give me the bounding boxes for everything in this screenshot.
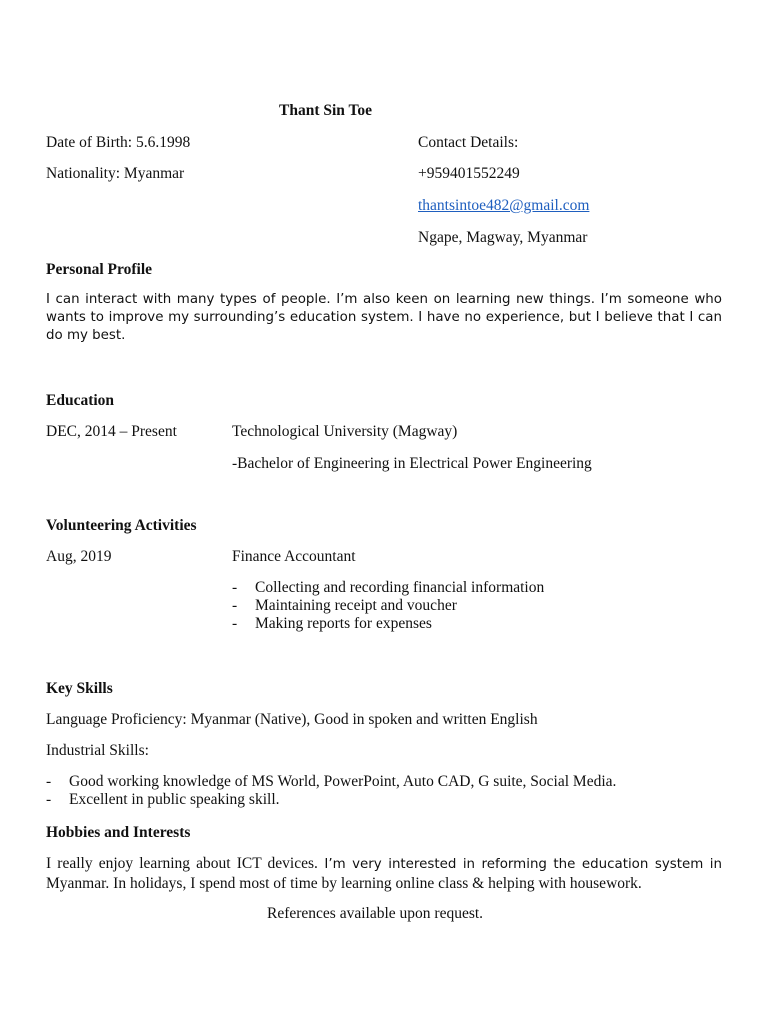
education-heading: Education [46, 392, 115, 409]
volunteering-date: Aug, 2019 [46, 548, 112, 565]
hobbies-text [46, 854, 722, 893]
hobbies-text-part: I really enjoy learning about ICT devices. [46, 855, 318, 872]
education-period: DEC, 2014 – Present [46, 423, 177, 440]
education-degree: -Bachelor of Engineering in Electrical Power Engineering [232, 455, 592, 472]
volunteering-bullet-item [232, 579, 544, 597]
contact-email-link[interactable]: thantsintoe482@gmail.com [418, 197, 590, 214]
personal-profile-heading: Personal Profile [46, 261, 153, 278]
bullet-text: Maintaining receipt and voucher [255, 597, 457, 614]
volunteering-bullet-item [232, 597, 457, 615]
bullet-marker: - [232, 579, 238, 596]
volunteering-role: Finance Accountant [232, 548, 356, 565]
contact-heading: Contact Details: [418, 134, 519, 151]
language-proficiency: Language Proficiency: Myanmar (Native), Good in spoken and written English [46, 711, 538, 728]
education-institution: Technological University (Magway) [232, 423, 458, 440]
hobbies-heading: Hobbies and Interests [46, 824, 191, 841]
bullet-marker: - [232, 615, 238, 632]
bullet-marker: - [46, 791, 52, 808]
key-skills-heading: Key Skills [46, 680, 113, 697]
industrial-skills-heading: Industrial Skills: [46, 742, 149, 759]
volunteering-heading: Volunteering Activities [46, 517, 197, 534]
bullet-text: Excellent in public speaking skill. [69, 791, 280, 808]
contact-address: Ngape, Magway, Myanmar [418, 229, 588, 246]
bullet-text: Good working knowledge of MS World, PowerPoint, Auto CAD, G suite, Social Media. [69, 773, 617, 790]
bullet-marker: - [46, 773, 52, 790]
nationality: Nationality: Myanmar [46, 165, 185, 182]
personal-profile-text: I can interact with many types of people. I’m also keen on learning new things. I’m someone who wants to improve my surrounding’s education system. I have no experience, but I believe that I can do my best. [46, 292, 722, 343]
date-of-birth: Date of Birth: 5.6.1998 [46, 134, 191, 151]
hobbies-text-part: Myanmar. In holidays, I spend most of time by learning online class & helping with housework. [46, 875, 642, 892]
volunteering-bullet-item [232, 615, 432, 633]
skills-bullet-item [46, 773, 616, 791]
bullet-marker: - [232, 597, 238, 614]
resume-name: Thant Sin Toe [279, 102, 373, 119]
bullet-text: Collecting and recording financial information [255, 579, 545, 596]
skills-bullet-item [46, 791, 280, 809]
references-note: References available upon request. [267, 905, 484, 922]
bullet-text: Making reports for expenses [255, 615, 432, 632]
contact-phone: +959401552249 [418, 165, 520, 182]
hobbies-text-part: I’m very interested in reforming the education system in [317, 857, 722, 872]
